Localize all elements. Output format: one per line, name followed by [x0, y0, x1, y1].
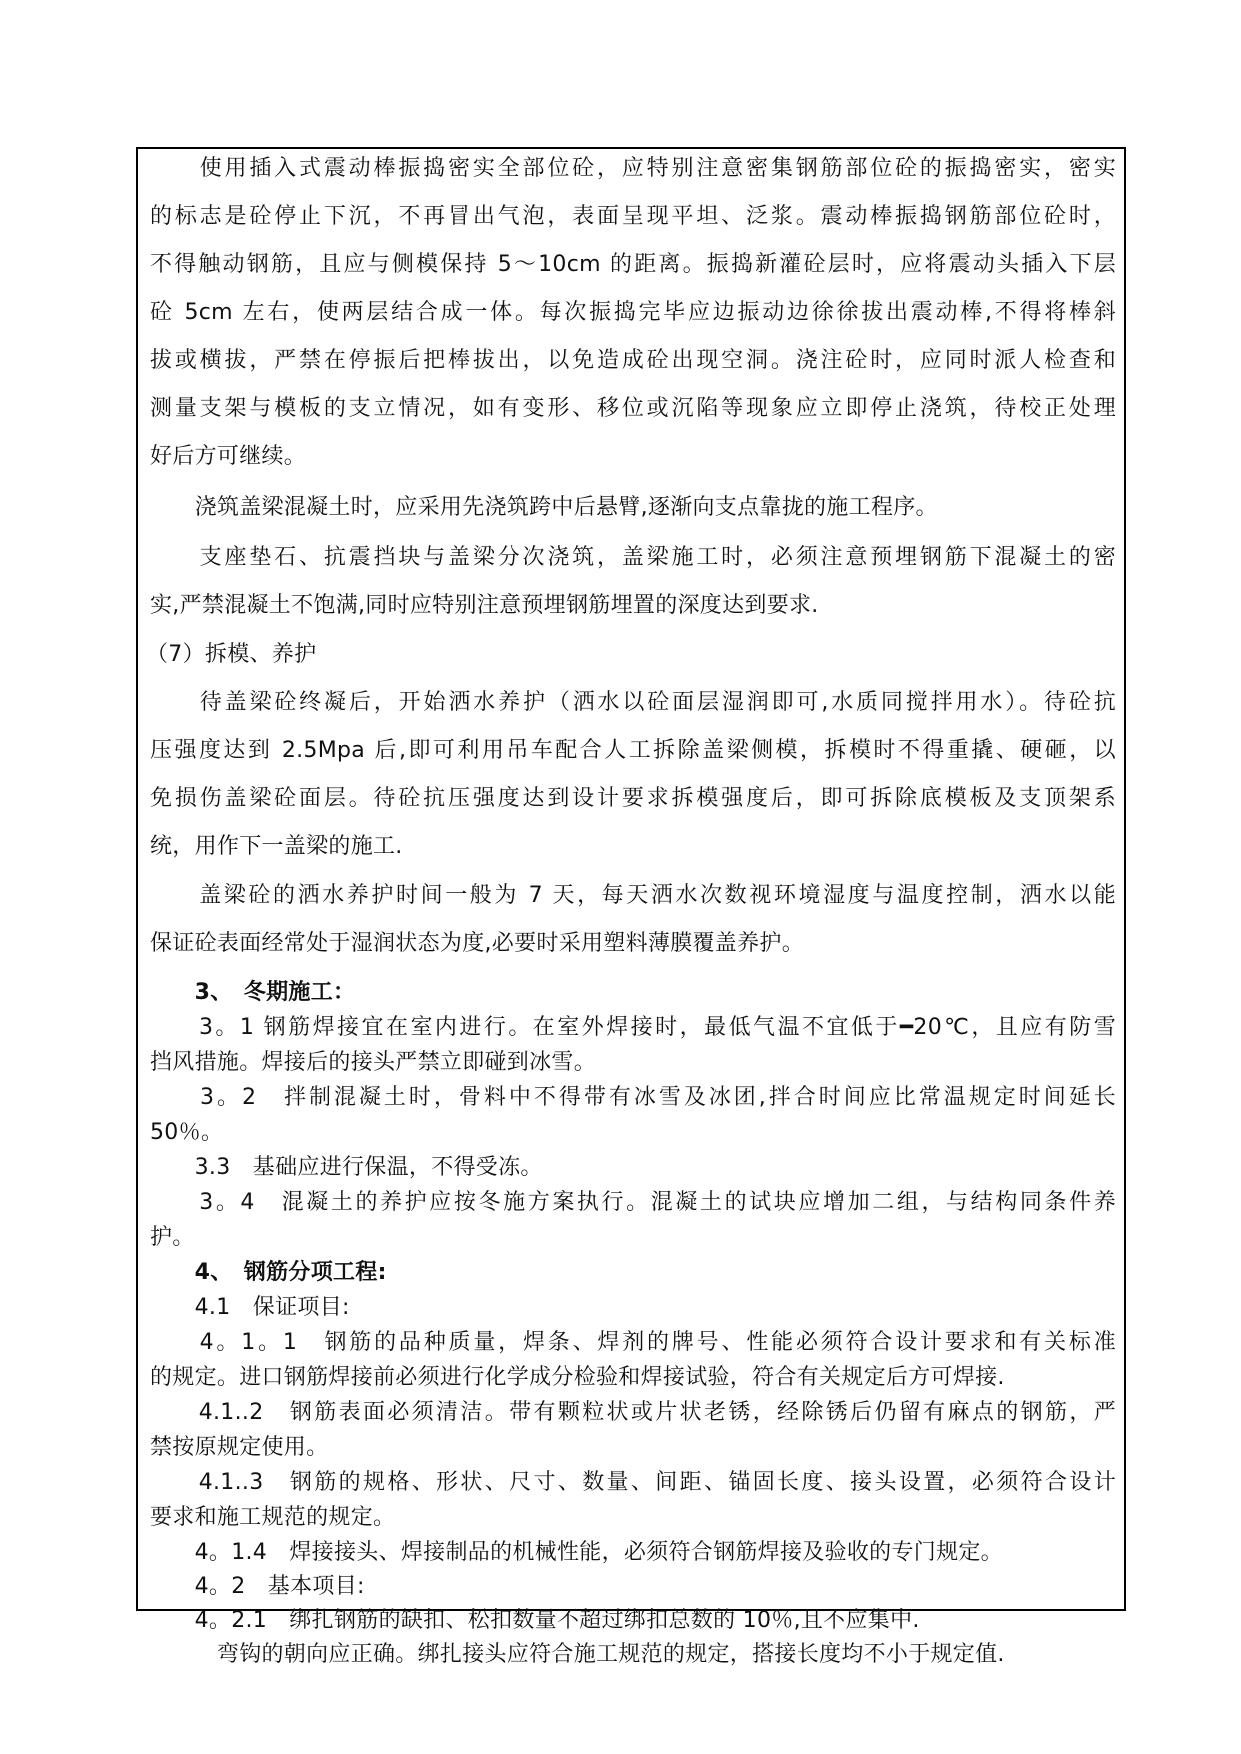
text-line: 要求和施工规范的规定。: [150, 1505, 396, 1530]
text-line: 支座垫石、抗震挡块与盖梁分次浇筑，盖梁施工时，必须注意预埋钢筋下混凝土的密: [150, 545, 1116, 570]
text-line: 50％。: [150, 1120, 224, 1145]
text-line: 4。1。1 钢筋的品种质量，焊条、焊剂的牌号、性能必须符合设计要求和有关标准: [150, 1330, 1116, 1355]
text-line: 4。2 基本项目:: [150, 1574, 365, 1599]
section-heading: 3、 冬期施工：: [150, 980, 356, 1005]
text-line: 4。2.1 绑扎钢筋的缺扣、松扣数量不超过绑扣总数的 10％,且不应集中.: [150, 1608, 920, 1633]
text-line: 实,严禁混凝土不饱满,同时应特别注意预埋钢筋埋置的深度达到要求.: [150, 593, 819, 618]
text-line: 免损伤盖梁砼面层。待砼抗压强度达到设计要求拆模强度后，即可拆除底模板及支顶架系: [150, 786, 1116, 811]
text-line: 好后方可继续。: [150, 444, 307, 469]
text-line: 测量支架与模板的支立情况，如有变形、移位或沉陷等现象应立即停止浇筑，待校正处理: [150, 396, 1116, 421]
text-line: 弯钩的朝向应正确。绑扎接头应符合施工规范的规定，搭接长度均不小于规定值.: [150, 1642, 1005, 1667]
text-line: 3。4 混凝土的养护应按冬施方案执行。混凝土的试块应增加二组，与结构同条件养: [150, 1190, 1116, 1215]
text-line: 压强度达到 2.5Mpa 后,即可利用吊车配合人工拆除盖梁侧模，拆模时不得重撬、硬砸，以: [150, 738, 1116, 763]
text-line: 禁按原规定使用。: [150, 1435, 329, 1460]
text-line: 3。1 钢筋焊接宜在室内进行。在室外焊接时，最低气温不宜低于━20℃，且应有防雪: [150, 1015, 1116, 1040]
text-line: 盖梁砼的洒水养护时间一般为 7 天，每天洒水次数视环境湿度与温度控制，洒水以能: [150, 883, 1116, 908]
text-line: 4.1..3 钢筋的规格、形状、尺寸、数量、间距、锚固长度、接头设置，必须符合设计: [150, 1470, 1116, 1495]
text-line: 的规定。进口钢筋焊接前必须进行化学成分检验和焊接试验，符合有关规定后方可焊接.: [150, 1365, 1005, 1390]
text-line: 保证砼表面经常处于湿润状态为度,必要时采用塑料薄膜覆盖养护。: [150, 931, 804, 956]
text-line: 的标志是砼停止下沉，不再冒出气泡，表面呈现平坦、泛浆。震动棒振捣钢筋部位砼时，: [150, 204, 1116, 229]
text-line: 统，用作下一盖梁的施工.: [150, 834, 403, 859]
text-line: 拔或横拔，严禁在停振后把棒拔出，以免造成砼出现空洞。浇注砼时，应同时派人检查和: [150, 348, 1116, 373]
section-heading: （7）拆模、养护: [146, 642, 317, 667]
text-line: 不得触动钢筋，且应与侧模保持 5～10cm 的距离。振捣新灌砼层时，应将震动头插入下层: [150, 252, 1116, 277]
text-line: 待盖梁砼终凝后，开始洒水养护（洒水以砼面层湿润即可,水质同搅拌用水）。待砼抗: [150, 690, 1116, 715]
text-line: 挡风措施。焊接后的接头严禁立即碰到冰雪。: [150, 1050, 597, 1075]
text-line: 砼 5cm 左右，使两层结合成一体。每次振捣完毕应边振动边徐徐拔出震动棒,不得将棒斜: [150, 300, 1116, 325]
text-line: 4。1.4 焊接接头、焊接制品的机械性能，必须符合钢筋焊接及验收的专门规定。: [150, 1540, 1003, 1565]
text-line: 4.1..2 钢筋表面必须清洁。带有颗粒状或片状老锈，经除锈后仍留有麻点的钢筋，严: [150, 1400, 1116, 1425]
text-line: 3.3 基础应进行保温，不得受冻。: [150, 1155, 543, 1180]
text-line: 浇筑盖梁混凝土时，应采用先浇筑跨中后悬臂,逐渐向支点靠拢的施工程序。: [150, 495, 938, 520]
text-line: 4.1 保证项目:: [150, 1295, 350, 1320]
text-line: 使用插入式震动棒振捣密实全部位砼，应特别注意密集钢筋部位砼的振捣密实，密实: [150, 156, 1116, 181]
text-line: 3。2 拌制混凝土时，骨料中不得带有冰雪及冰团,拌合时间应比常温规定时间延长: [150, 1085, 1116, 1110]
text-line: 护。: [150, 1225, 195, 1250]
section-heading: 4、 钢筋分项工程:: [150, 1260, 387, 1285]
